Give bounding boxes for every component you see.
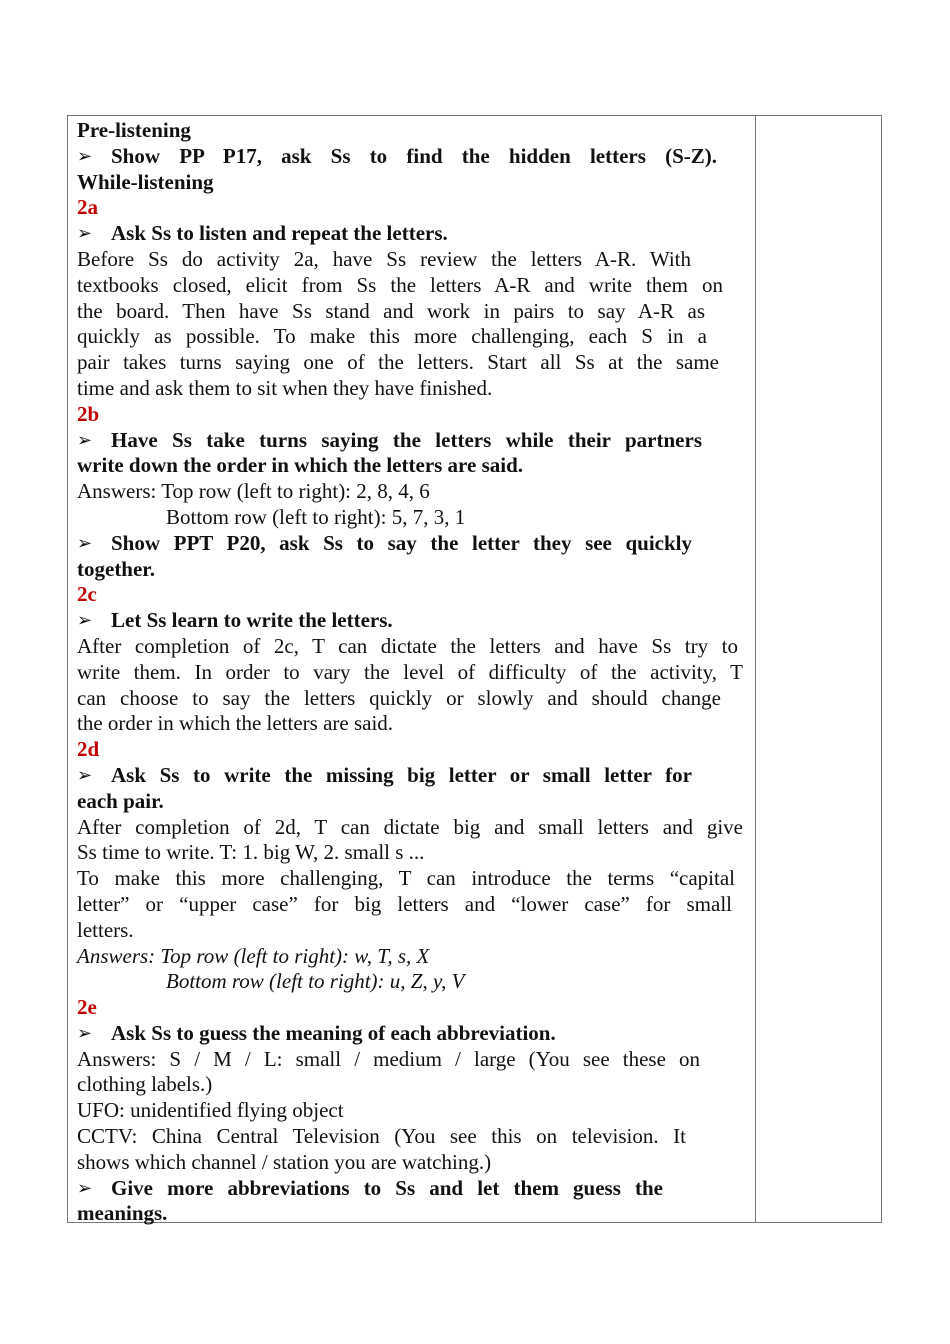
line-text: the order in which the letters are said. (77, 711, 394, 736)
arrowhead-bullet-icon: ➢ (77, 532, 93, 554)
line-text: Bottom row (left to right): 5, 7, 3, 1 (166, 504, 466, 529)
line-text: each pair. (77, 788, 164, 813)
line-text: After completion of 2d, T can dictate big and small letters and give (77, 814, 743, 839)
text-line (77, 944, 745, 970)
line-text: write them. In order to vary the level of difficulty of the activity, T (77, 659, 743, 684)
text-line (77, 840, 745, 866)
line-text: 2c (77, 582, 97, 607)
line-text: Bottom row (left to right): u, Z, y, V (166, 969, 465, 994)
text-line (77, 557, 745, 583)
text-line (77, 376, 745, 402)
line-text: time and ask them to sit when they have finished. (77, 375, 493, 400)
text-line (77, 789, 745, 815)
bullet-item (77, 1176, 745, 1202)
bullet-item (77, 608, 745, 634)
text-line (77, 892, 745, 918)
line-text: 2b (77, 401, 100, 426)
line-text: Give more abbreviations to Ss and let them guess the (111, 1175, 663, 1200)
line-text: While-listening (77, 169, 214, 194)
line-text: meanings. (77, 1201, 168, 1226)
line-text: quickly as possible. To make this more challenging, each S in a (77, 324, 707, 349)
text-line (77, 1047, 745, 1073)
arrowhead-bullet-icon: ➢ (77, 1022, 93, 1044)
column-divider (755, 116, 756, 1222)
line-text: After completion of 2c, T can dictate the letters and have Ss try to (77, 633, 738, 658)
line-text: Ss time to write. T: 1. big W, 2. small s ... (77, 840, 425, 865)
text-line (77, 866, 745, 892)
text-line (77, 686, 745, 712)
bullet-item (77, 144, 745, 170)
section-heading (77, 737, 745, 763)
text-line (77, 660, 745, 686)
line-text: textbooks closed, elicit from Ss the letters A-R and write them on (77, 272, 723, 297)
line-text: UFO: unidentified flying object (77, 1098, 344, 1123)
text-line (77, 273, 745, 299)
section-heading (77, 195, 745, 221)
line-text: Before Ss do activity 2a, have Ss review the letters A-R. With (77, 246, 691, 271)
lesson-table (67, 115, 882, 1226)
text-line (77, 350, 745, 376)
line-text: Answers: Top row (left to right): 2, 8, 4, 6 (77, 479, 430, 504)
bullet-item (77, 1021, 745, 1047)
line-text: clothing labels.) (77, 1072, 213, 1097)
text-line (77, 299, 745, 325)
bullet-item (77, 428, 745, 454)
text-line (77, 170, 745, 196)
bullet-item (77, 763, 745, 789)
line-text: Ask Ss to write the missing big letter or small letter for (111, 762, 692, 787)
text-line (77, 969, 745, 995)
text-line (77, 1072, 745, 1098)
line-text: letters. (77, 917, 134, 942)
text-line (77, 634, 745, 660)
line-text: Show PPT P20, ask Ss to say the letter they see quickly (111, 530, 692, 555)
text-line (77, 118, 745, 144)
text-line (77, 453, 745, 479)
text-line (77, 505, 745, 531)
line-text: 2a (77, 195, 98, 220)
procedure-cell (77, 118, 745, 1227)
bullet-item (77, 531, 745, 557)
line-text: write down the order in which the letters are said. (77, 453, 524, 478)
section-heading (77, 402, 745, 428)
line-text: Have Ss take turns saying the letters while their partners (111, 427, 702, 452)
text-line (77, 1098, 745, 1124)
arrowhead-bullet-icon: ➢ (77, 145, 93, 167)
line-text: Ask Ss to listen and repeat the letters. (111, 221, 448, 246)
section-heading (77, 582, 745, 608)
line-text: pair takes turns saying one of the letters. Start all Ss at the same (77, 350, 719, 375)
text-line (77, 1124, 745, 1150)
line-text: the board. Then have Ss stand and work in pairs to say A-R as (77, 298, 705, 323)
text-line (77, 815, 745, 841)
arrowhead-bullet-icon: ➢ (77, 223, 93, 245)
text-line (77, 247, 745, 273)
text-line (77, 479, 745, 505)
line-text: To make this more challenging, T can introduce the terms “capital (77, 866, 735, 891)
line-text: shows which channel / station you are watching.) (77, 1149, 492, 1174)
arrowhead-bullet-icon: ➢ (77, 429, 93, 451)
line-text: can choose to say the letters quickly or slowly and should change (77, 685, 721, 710)
bullet-item (77, 221, 745, 247)
arrowhead-bullet-icon: ➢ (77, 1177, 93, 1199)
arrowhead-bullet-icon: ➢ (77, 610, 93, 632)
text-line (77, 918, 745, 944)
line-text: Ask Ss to guess the meaning of each abbreviation. (111, 1020, 556, 1045)
line-text: Answers: S / M / L: small / medium / large (You see these on (77, 1046, 700, 1071)
line-text: Let Ss learn to write the letters. (111, 608, 393, 633)
line-text: CCTV: China Central Television (You see this on television. It (77, 1124, 686, 1149)
line-text: 2e (77, 995, 97, 1020)
line-text: letter” or “upper case” for big letters and “lower case” for small (77, 891, 732, 916)
line-text: Answers: Top row (left to right): w, T, s, X (77, 943, 430, 968)
line-text: Show PP P17, ask Ss to find the hidden letters (S-Z). (111, 143, 717, 168)
text-line (77, 1201, 745, 1227)
line-text: together. (77, 556, 155, 581)
section-heading (77, 995, 745, 1021)
line-text: Pre-listening (77, 118, 191, 142)
line-text: 2d (77, 737, 100, 762)
text-line (77, 324, 745, 350)
arrowhead-bullet-icon: ➢ (77, 764, 93, 786)
text-line (77, 711, 745, 737)
text-line (77, 1150, 745, 1176)
